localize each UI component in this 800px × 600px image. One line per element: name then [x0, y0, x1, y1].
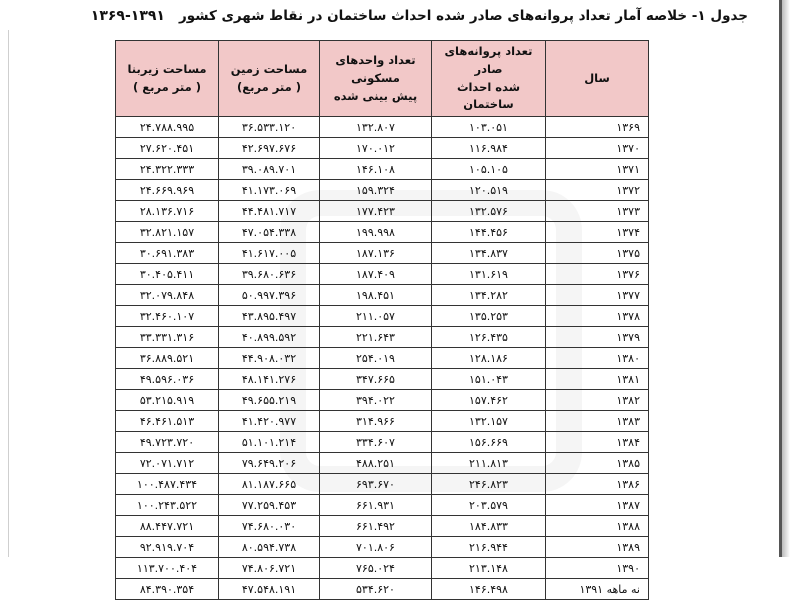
cell-land-area: ۸۰.۵۹۴.۷۳۸	[219, 537, 320, 558]
table-row	[116, 411, 649, 432]
table-row	[116, 579, 649, 600]
cell-floor-area: ۴۹.۵۹۶.۰۳۶	[116, 369, 219, 390]
table-row	[116, 222, 649, 243]
cell-year: ۱۳۶۹	[546, 117, 649, 138]
cell-units: ۲۵۴.۰۱۹	[320, 348, 432, 369]
table-row	[116, 117, 649, 138]
cell-year: ۱۳۷۲	[546, 180, 649, 201]
cell-units: ۳۹۴.۰۲۲	[320, 390, 432, 411]
caption-year-range: ۱۳۹۱-۱۳۶۹	[90, 8, 165, 24]
cell-units: ۷۰۱.۸۰۶	[320, 537, 432, 558]
cell-year: ۱۳۸۸	[546, 516, 649, 537]
cell-year: ۱۳۸۳	[546, 411, 649, 432]
cell-permits: ۱۳۲.۵۷۶	[432, 201, 546, 222]
cell-year: ۱۳۷۷	[546, 285, 649, 306]
cell-land-area: ۴۷.۰۵۴.۳۳۸	[219, 222, 320, 243]
cell-floor-area: ۳۰.۶۹۱.۳۸۳	[116, 243, 219, 264]
cell-permits: ۱۵۷.۴۶۲	[432, 390, 546, 411]
table-row	[116, 558, 649, 579]
cell-land-area: ۳۶.۵۳۳.۱۲۰	[219, 117, 320, 138]
cell-permits: ۱۵۶.۶۶۹	[432, 432, 546, 453]
cell-year: ۱۳۷۹	[546, 327, 649, 348]
cell-land-area: ۳۹.۰۸۹.۷۰۱	[219, 159, 320, 180]
permits-table	[115, 40, 649, 600]
cell-permits: ۱۸۴.۸۳۳	[432, 516, 546, 537]
cell-land-area: ۴۴.۴۸۱.۷۱۷	[219, 201, 320, 222]
table-row	[116, 327, 649, 348]
cell-units: ۱۴۶.۱۰۸	[320, 159, 432, 180]
table-row	[116, 474, 649, 495]
cell-land-area: ۴۳.۸۹۵.۴۹۷	[219, 306, 320, 327]
cell-land-area: ۷۴.۸۰۶.۷۲۱	[219, 558, 320, 579]
cell-units: ۱۸۷.۴۰۹	[320, 264, 432, 285]
cell-units: ۱۵۹.۳۲۴	[320, 180, 432, 201]
table-body	[116, 117, 649, 600]
cell-units: ۲۲۱.۶۴۳	[320, 327, 432, 348]
table-row	[116, 390, 649, 411]
table-row	[116, 348, 649, 369]
cell-year: ۱۳۷۴	[546, 222, 649, 243]
cell-units: ۲۱۱.۰۵۷	[320, 306, 432, 327]
cell-units: ۱۹۸.۴۵۱	[320, 285, 432, 306]
page-right-shadow	[782, 0, 790, 557]
table-row	[116, 537, 649, 558]
cell-floor-area: ۳۰.۴۰۵.۴۱۱	[116, 264, 219, 285]
cell-units: ۱۹۹.۹۹۸	[320, 222, 432, 243]
cell-floor-area: ۲۴.۳۲۲.۳۳۳	[116, 159, 219, 180]
cell-year: ۱۳۷۸	[546, 306, 649, 327]
table-row	[116, 201, 649, 222]
cell-floor-area: ۸۴.۳۹۰.۳۵۴	[116, 579, 219, 600]
cell-year: ۱۳۷۱	[546, 159, 649, 180]
cell-floor-area: ۱۰۰.۲۴۳.۵۲۲	[116, 495, 219, 516]
cell-permits: ۱۲۸.۱۸۶	[432, 348, 546, 369]
cell-units: ۱۷۷.۴۲۳	[320, 201, 432, 222]
cell-units: ۷۶۵.۰۲۴	[320, 558, 432, 579]
cell-permits: ۱۳۱.۶۱۹	[432, 264, 546, 285]
cell-permits: ۱۰۵.۱۰۵	[432, 159, 546, 180]
cell-year: ۱۳۸۱	[546, 369, 649, 390]
page-right-edge	[779, 0, 782, 557]
table-caption	[48, 8, 748, 24]
cell-year: ۱۳۸۹	[546, 537, 649, 558]
caption-title: جدول ۱- خلاصه آمار تعداد پروانه‌های صادر شده احداث ساختمان در نقاط شهری کشور	[178, 8, 748, 24]
cell-floor-area: ۹۲.۹۱۹.۷۰۴	[116, 537, 219, 558]
cell-year: ۱۳۷۰	[546, 138, 649, 159]
cell-floor-area: ۲۸.۱۳۶.۷۱۶	[116, 201, 219, 222]
cell-permits: ۱۲۰.۵۱۹	[432, 180, 546, 201]
cell-land-area: ۴۲.۶۹۷.۶۷۶	[219, 138, 320, 159]
cell-floor-area: ۲۷.۶۲۰.۴۵۱	[116, 138, 219, 159]
cell-year: ۱۳۷۶	[546, 264, 649, 285]
cell-floor-area: ۳۳.۳۳۱.۳۱۶	[116, 327, 219, 348]
cell-units: ۳۳۴.۶۰۷	[320, 432, 432, 453]
cell-floor-area: ۱۰۰.۴۸۷.۴۳۴	[116, 474, 219, 495]
header-land-area: مساحت زمین ( متر مربع)	[219, 41, 320, 117]
cell-floor-area: ۴۶.۴۶۱.۵۱۳	[116, 411, 219, 432]
table-row	[116, 243, 649, 264]
cell-permits: ۱۳۲.۱۵۷	[432, 411, 546, 432]
cell-land-area: ۴۱.۴۲۰.۹۷۷	[219, 411, 320, 432]
cell-permits: ۲۱۱.۸۱۳	[432, 453, 546, 474]
cell-floor-area: ۳۲.۸۲۱.۱۵۷	[116, 222, 219, 243]
cell-year: ۱۳۸۶	[546, 474, 649, 495]
cell-floor-area: ۸۸.۴۴۷.۷۲۱	[116, 516, 219, 537]
cell-land-area: ۴۴.۹۰۸.۰۳۲	[219, 348, 320, 369]
cell-floor-area: ۲۴.۷۸۸.۹۹۵	[116, 117, 219, 138]
table-row	[116, 306, 649, 327]
cell-units: ۵۳۴.۶۲۰	[320, 579, 432, 600]
cell-year: ۱۳۸۴	[546, 432, 649, 453]
cell-floor-area: ۲۴.۶۶۹.۹۶۹	[116, 180, 219, 201]
cell-floor-area: ۵۳.۲۱۵.۹۱۹	[116, 390, 219, 411]
cell-land-area: ۳۹.۶۸۰.۶۳۶	[219, 264, 320, 285]
cell-permits: ۱۵۱.۰۴۳	[432, 369, 546, 390]
cell-year: ۱۳۷۳	[546, 201, 649, 222]
cell-permits: ۱۳۵.۲۵۳	[432, 306, 546, 327]
cell-year: ۱۳۸۷	[546, 495, 649, 516]
cell-year: ۱۳۷۵	[546, 243, 649, 264]
page-left-edge	[8, 30, 9, 557]
table-row	[116, 516, 649, 537]
cell-units: ۶۶۱.۴۹۲	[320, 516, 432, 537]
cell-floor-area: ۳۲.۴۶۰.۱۰۷	[116, 306, 219, 327]
cell-land-area: ۷۴.۶۸۰.۰۳۰	[219, 516, 320, 537]
cell-permits: ۱۳۴.۸۳۷	[432, 243, 546, 264]
header-units: تعداد واحدهای مسکونی پیش بینی شده	[320, 41, 432, 117]
cell-floor-area: ۴۹.۷۲۳.۷۲۰	[116, 432, 219, 453]
header-floor-area: مساحت زیربنا ( متر مربع )	[116, 41, 219, 117]
cell-year: ۱۳۹۰	[546, 558, 649, 579]
table-row	[116, 180, 649, 201]
table-row	[116, 264, 649, 285]
cell-permits: ۲۰۳.۵۷۹	[432, 495, 546, 516]
cell-units: ۶۶۱.۹۳۱	[320, 495, 432, 516]
cell-permits: ۲۴۶.۸۲۳	[432, 474, 546, 495]
cell-units: ۳۴۷.۶۶۵	[320, 369, 432, 390]
header-year: سال	[546, 41, 649, 117]
cell-units: ۳۱۴.۹۶۶	[320, 411, 432, 432]
table-row	[116, 453, 649, 474]
cell-land-area: ۴۱.۶۱۷.۰۰۵	[219, 243, 320, 264]
cell-land-area: ۸۱.۱۸۷.۶۶۵	[219, 474, 320, 495]
header-permits: تعداد پروانه‌های صادر شده احداث ساختمان	[432, 41, 546, 117]
table-row	[116, 285, 649, 306]
cell-land-area: ۵۰.۹۹۷.۳۹۶	[219, 285, 320, 306]
cell-units: ۶۹۳.۶۷۰	[320, 474, 432, 495]
cell-land-area: ۴۹.۶۵۵.۲۱۹	[219, 390, 320, 411]
cell-year: نه ماهه ۱۳۹۱	[546, 579, 649, 600]
table-header-row	[116, 41, 649, 117]
cell-land-area: ۷۹.۶۴۹.۲۰۶	[219, 453, 320, 474]
cell-permits: ۲۱۶.۹۴۴	[432, 537, 546, 558]
cell-permits: ۱۰۳.۰۵۱	[432, 117, 546, 138]
cell-year: ۱۳۸۲	[546, 390, 649, 411]
cell-permits: ۱۱۶.۹۸۴	[432, 138, 546, 159]
table-row	[116, 432, 649, 453]
cell-floor-area: ۳۲.۰۷۹.۸۴۸	[116, 285, 219, 306]
cell-units: ۱۷۰.۰۱۲	[320, 138, 432, 159]
cell-year: ۱۳۸۰	[546, 348, 649, 369]
cell-permits: ۲۱۳.۱۴۸	[432, 558, 546, 579]
cell-land-area: ۴۷.۵۴۸.۱۹۱	[219, 579, 320, 600]
cell-permits: ۱۳۴.۲۸۲	[432, 285, 546, 306]
cell-land-area: ۴۱.۱۷۳.۰۶۹	[219, 180, 320, 201]
table-row	[116, 138, 649, 159]
table-row	[116, 159, 649, 180]
cell-land-area: ۴۰.۸۹۹.۵۹۲	[219, 327, 320, 348]
cell-year: ۱۳۸۵	[546, 453, 649, 474]
cell-floor-area: ۳۶.۸۸۹.۵۲۱	[116, 348, 219, 369]
cell-land-area: ۴۸.۱۴۱.۲۷۶	[219, 369, 320, 390]
table-row	[116, 495, 649, 516]
table-row	[116, 369, 649, 390]
cell-land-area: ۷۷.۲۵۹.۴۵۳	[219, 495, 320, 516]
cell-floor-area: ۷۲.۰۷۱.۷۱۲	[116, 453, 219, 474]
cell-units: ۱۸۷.۱۳۶	[320, 243, 432, 264]
cell-permits: ۱۲۶.۴۳۵	[432, 327, 546, 348]
cell-land-area: ۵۱.۱۰۱.۲۱۴	[219, 432, 320, 453]
cell-floor-area: ۱۱۳.۷۰۰.۴۰۴	[116, 558, 219, 579]
cell-permits: ۱۴۶.۴۹۸	[432, 579, 546, 600]
cell-units: ۴۸۸.۲۵۱	[320, 453, 432, 474]
cell-permits: ۱۴۴.۴۵۶	[432, 222, 546, 243]
cell-units: ۱۳۲.۸۰۷	[320, 117, 432, 138]
